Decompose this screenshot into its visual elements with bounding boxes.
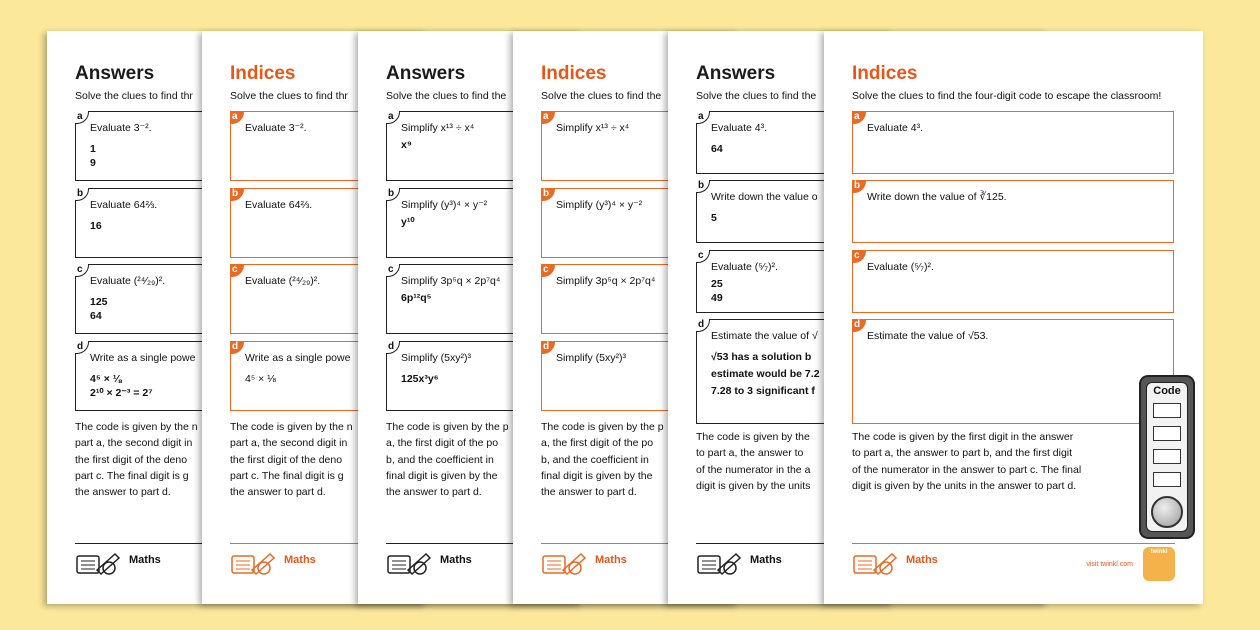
instructions: Solve the clues to find thr xyxy=(230,90,348,102)
question-prompt: Evaluate 4³. xyxy=(711,122,768,134)
code-instructions-text: The code is given by the n part a, the second digit in the first digit of the deno part c. The final digit is g the answer to part d. xyxy=(75,421,198,499)
page-title: Answers xyxy=(75,63,155,84)
question-label: b xyxy=(541,188,555,201)
question-prompt: Evaluate 64⅔. xyxy=(90,199,158,211)
question-prompt: Write as a single powe xyxy=(90,352,196,364)
code-instructions-text: The code is given by the to part a, the answer to of the numerator in the a digit is given by the units xyxy=(696,431,811,492)
code-lock-label: Code xyxy=(1153,385,1181,397)
question-answer: 5 xyxy=(711,212,717,224)
question-answer: 4⁵ × ⅛ xyxy=(245,373,276,385)
code-lock xyxy=(1139,375,1195,539)
maths-tools-icon xyxy=(386,550,432,576)
question-label: d xyxy=(541,341,555,354)
code-instructions-text: The code is given by the n part a, the second digit in the first digit of the deno part c. The final digit is g the answer to part d. xyxy=(230,421,353,499)
question-label: b xyxy=(75,188,89,201)
page-title: Indices xyxy=(230,63,296,84)
code-instructions-text: The code is given by the first digit in the answer to part a, the answer to part b, and the first digit of the numerator in the answer to part c. The final digit is given by the units in the answer to part d. xyxy=(852,431,1082,492)
question-label: d xyxy=(230,341,244,354)
instructions: Solve the clues to find the four-digit code to escape the classroom! xyxy=(852,90,1162,102)
question-answer: 1 9 xyxy=(90,143,96,169)
question-prompt: Simplify 3p⁵q × 2p⁷q⁴ xyxy=(556,275,656,287)
code-instructions-text: The code is given by the p a, the first digit of the po b, and the coefficient in final digit is given by the the answer to part d. xyxy=(386,421,509,499)
maths-tools-icon xyxy=(852,550,898,576)
question-label: c xyxy=(852,250,866,263)
question-label: a xyxy=(386,111,400,124)
footer-subject: Maths xyxy=(284,554,316,566)
code-instructions xyxy=(852,429,1174,494)
question-prompt: Evaluate (⁵⁄₇)². xyxy=(711,261,778,273)
maths-tools-icon xyxy=(696,550,742,576)
twinkl-logo xyxy=(1143,547,1175,581)
question-prompt: Evaluate 3⁻². xyxy=(90,122,152,134)
question-answer: y¹⁰ xyxy=(401,216,415,228)
code-digit-box-2[interactable] xyxy=(1153,426,1181,441)
question-label: a xyxy=(696,111,710,124)
code-lock-panel xyxy=(1146,382,1188,532)
question-answer: √53 has a solution b estimate would be 7.2 7.28 to 3 significant f xyxy=(711,351,820,397)
brand-name: twinkl xyxy=(1150,549,1168,555)
question-prompt: Simplify (5xy²)³ xyxy=(401,352,471,364)
page-title: Answers xyxy=(696,63,776,84)
question-prompt: Simplify (y³)⁴ × y⁻² xyxy=(401,199,488,211)
question-prompt: Simplify x¹³ ÷ x⁴ xyxy=(401,122,475,134)
question-prompt: Simplify x¹³ ÷ x⁴ xyxy=(556,122,630,134)
question-label: b xyxy=(696,180,710,193)
footer-subject: Maths xyxy=(440,554,472,566)
question-label: c xyxy=(541,264,555,277)
instructions: Solve the clues to find the xyxy=(386,90,507,102)
page-title: Indices xyxy=(852,63,918,84)
question-label: b xyxy=(386,188,400,201)
question-answer: 125 64 xyxy=(90,296,108,322)
question-label: c xyxy=(386,264,400,277)
instructions: Solve the clues to find thr xyxy=(75,90,193,102)
question-label: a xyxy=(75,111,89,124)
maths-tools-icon xyxy=(541,550,587,576)
question-label: a xyxy=(541,111,555,124)
maths-tools-icon xyxy=(230,550,276,576)
maths-tools-icon xyxy=(75,550,121,576)
question-answer: 64 xyxy=(711,143,723,155)
question-prompt: Evaluate (²⁴⁄₂₉)². xyxy=(245,275,321,287)
question-label: d xyxy=(696,319,710,332)
instructions: Solve the clues to find the xyxy=(696,90,817,102)
worksheet-page-6[interactable] xyxy=(824,31,1203,604)
question-answer: 4⁵ × ⅛ 2¹⁰ × 2⁻³ = 2⁷ xyxy=(90,373,153,399)
footer-subject: Maths xyxy=(906,554,938,566)
code-digit-box-1[interactable] xyxy=(1153,403,1181,418)
footer-subject: Maths xyxy=(595,554,627,566)
question-label: a xyxy=(230,111,244,124)
footer-subject: Maths xyxy=(129,554,161,566)
question-answer: x⁹ xyxy=(401,139,412,151)
question-prompt: Evaluate 64⅔. xyxy=(245,199,313,211)
question-prompt: Write down the value o xyxy=(711,191,818,203)
question-prompt: Evaluate (²⁴⁄₂₉)². xyxy=(90,275,166,287)
question-prompt: Simplify (y³)⁴ × y⁻² xyxy=(556,199,643,211)
question-label: d xyxy=(386,341,400,354)
question-label: d xyxy=(852,319,866,332)
question-label: a xyxy=(852,111,866,124)
code-digit-box-3[interactable] xyxy=(1153,449,1181,464)
question-d-box xyxy=(852,319,1174,424)
instructions: Solve the clues to find the xyxy=(541,90,662,102)
page-title: Answers xyxy=(386,63,466,84)
lock-knob-icon[interactable] xyxy=(1151,496,1183,528)
question-prompt: Evaluate 4³. xyxy=(867,122,924,134)
question-answer: 25 49 xyxy=(711,278,723,304)
question-prompt: Evaluate 3⁻². xyxy=(245,122,307,134)
question-prompt: Write down the value of ∛125. xyxy=(867,191,1007,203)
question-answer: 6p¹²q⁵ xyxy=(401,292,432,304)
question-label: b xyxy=(230,188,244,201)
code-digit-box-4[interactable] xyxy=(1153,472,1181,487)
page-title: Indices xyxy=(541,63,607,84)
page-footer xyxy=(852,543,1175,568)
question-prompt: Estimate the value of √ xyxy=(711,330,818,342)
question-a-box xyxy=(852,111,1174,174)
question-c-box xyxy=(852,250,1174,313)
question-answer: 125x³y⁶ xyxy=(401,373,439,385)
question-prompt: Evaluate (⁵⁄₇)². xyxy=(867,261,934,273)
question-prompt: Simplify (5xy²)³ xyxy=(556,352,626,364)
question-prompt: Write as a single powe xyxy=(245,352,351,364)
question-label: d xyxy=(75,341,89,354)
question-prompt: Simplify 3p⁵q × 2p⁷q⁴ xyxy=(401,275,501,287)
question-label: c xyxy=(230,264,244,277)
question-answer: 16 xyxy=(90,220,102,232)
question-label: c xyxy=(696,250,710,263)
website-link[interactable]: visit twinkl.com xyxy=(1086,561,1133,568)
code-instructions-text: The code is given by the p a, the first digit of the po b, and the coefficient in final digit is given by the the answer to part d. xyxy=(541,421,664,499)
question-b-box xyxy=(852,180,1174,243)
question-label: b xyxy=(852,180,866,193)
question-prompt: Estimate the value of √53. xyxy=(867,330,989,342)
footer-subject: Maths xyxy=(750,554,782,566)
question-label: c xyxy=(75,264,89,277)
